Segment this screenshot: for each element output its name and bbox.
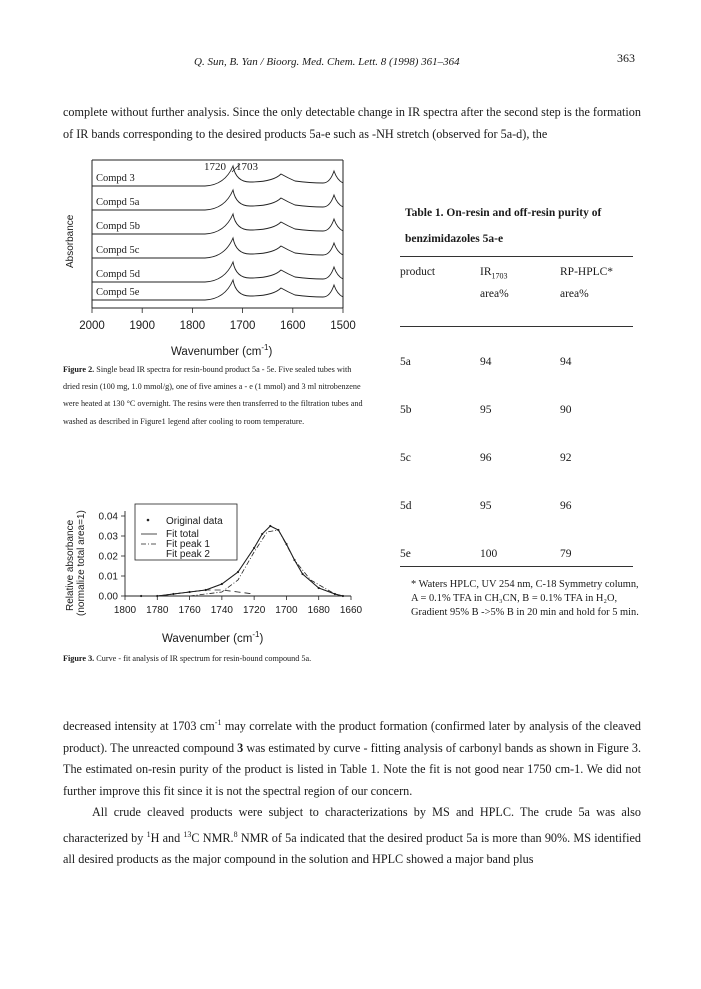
figure-3-y-tick-label: 0.04	[98, 511, 118, 523]
figure-3-x-tick-label: 1760	[178, 605, 201, 616]
row-ir: 96	[480, 452, 492, 464]
legend-original-data: Original data	[166, 516, 223, 527]
page-header	[0, 48, 701, 68]
header-product: product	[400, 266, 436, 278]
figure-3-x-tick-label: 1740	[210, 605, 233, 616]
figure-3-x-tick-label: 1720	[243, 605, 266, 616]
running-head: Q. Sun, B. Yan / Bioorg. Med. Chem. Lett. 8 (1998) 361–364	[194, 56, 460, 68]
table-header-rule	[400, 326, 633, 327]
page-number: 363	[617, 51, 635, 65]
row-hplc: 92	[560, 452, 572, 464]
row-product: 5a	[400, 356, 411, 368]
figure-3-x-tick-label: 1700	[275, 605, 298, 616]
figure-2-trace-label: Compd 5b	[96, 221, 141, 232]
figure-2-trace-label: Compd 5d	[96, 269, 141, 280]
row-product: 5c	[400, 452, 411, 464]
body-text	[63, 712, 641, 871]
figure-2-caption: Figure 2. Single bead IR spectra for resin-bound product 5a - 5e. Five sealed tubes with dried resin (100 mg, 1.0 mmol/g), one of five amines a - e (1 mmol) and 3 ml nitrobenzene were heated at 130 °C overnight. The resins were then transferred to the filtration tubes and washed as described in Figure1 legend after cooling to room temperature.	[63, 365, 363, 426]
figure-3-x-axis-label: Wavenumber $(cm^{-1})$	[162, 630, 264, 645]
row-hplc: 96	[560, 500, 572, 512]
peak-label-1703: 1703	[236, 161, 258, 173]
row-hplc: 90	[560, 404, 572, 416]
figure-2-x-axis-label: Wavenumber $(cm^{-1})$	[171, 343, 273, 358]
intro-paragraph: complete without further analysis. Since the only detectable change in IR spectra after the second step is the formation of IR bands corresponding to the desired products 5a-e such as -NH stretch (observed for 5a-d), the	[63, 105, 641, 141]
figure-2-y-axis-label: Absorbance	[65, 214, 76, 268]
row-hplc: 79	[560, 548, 572, 560]
row-ir: 95	[480, 500, 492, 512]
table-1	[400, 256, 633, 576]
figure-3-y-tick-label: 0.00	[98, 591, 118, 603]
figure-2-x-tick-label: 1800	[179, 320, 206, 332]
peak-label-1720: 1720	[204, 161, 226, 173]
row-product: 5d	[400, 500, 412, 512]
figure-3-y-label-line1: Relative absorbance	[65, 519, 76, 611]
figure-2-trace-label: Compd 3	[96, 173, 135, 184]
row-product: 5e	[400, 548, 411, 560]
legend-fit-peak-2: Fit peak 2	[166, 549, 210, 560]
header-ir: $IR_{1703}$	[480, 266, 508, 281]
figure-3-x-tick-label: 1660	[339, 605, 363, 616]
header-hplc-unit: area%	[560, 288, 589, 300]
table-top-rule	[400, 256, 633, 257]
figure-2-traces	[92, 166, 343, 300]
header-hplc: RP-HPLC*	[560, 266, 614, 278]
figure-2-trace-label: Compd 5c	[96, 245, 140, 256]
figure-3-x-tick-label: 1780	[146, 605, 169, 616]
figure-2-ir-spectra	[55, 150, 365, 350]
figure-2-x-tick-label: 1700	[229, 320, 256, 332]
row-ir: 100	[480, 548, 498, 560]
legend-fit-total: Fit total	[166, 529, 199, 540]
figure-3-y-tick-label: 0.01	[98, 571, 118, 583]
figure-3-legend	[135, 504, 237, 560]
legend-dot-icon	[147, 519, 150, 522]
table-1-title: Table 1. On-resin and off-resin purity of benzimidazoles 5a-e	[405, 207, 602, 245]
row-product: 5b	[400, 404, 412, 416]
figure-3-y-tick-label: 0.03	[98, 531, 118, 543]
figure-3-y-label-line2: (normalize total area=1)	[76, 510, 87, 616]
figure-3-y-tick-label: 0.02	[98, 551, 118, 563]
row-ir: 95	[480, 404, 492, 416]
figure-2-x-ticks	[79, 308, 356, 332]
header-ir-unit: area%	[480, 288, 509, 300]
figure-3-curve-fit	[55, 496, 385, 646]
figure-3-x-tick-label: 1800	[113, 605, 137, 616]
row-ir: 94	[480, 356, 492, 368]
figure-2-x-tick-label: 1900	[129, 320, 155, 332]
figure-3-caption: Figure 3. Curve - fit analysis of IR spectrum for resin-bound compound 5a.	[63, 654, 312, 663]
figure-2-x-tick-label: 1500	[330, 320, 356, 332]
figure-2-trace-label: Compd 5e	[96, 287, 140, 298]
legend-fit-peak-1: Fit peak 1	[166, 539, 210, 550]
table-bottom-rule	[400, 566, 633, 567]
figure-2-x-tick-label: 1600	[280, 320, 306, 332]
figure-2-trace-label: Compd 5a	[96, 197, 140, 208]
row-hplc: 94	[560, 356, 572, 368]
figure-3-x-tick-label: 1680	[307, 605, 330, 616]
paragraph-1: decreased intensity at 1703 $cm^{-1}$ may correlate with the product formation (confirmed later by analysis of the cleaved product). The unreacted compound 3 was estimated by curve - fitting analysis of carbonyl bands as shown in Figure 3. The estimated on-resin purity of the product is listed in Table 1. Note the fit is not good near 1750 cm-1. We did not further improve this fit since it is not the spectral region of our concern.	[63, 718, 641, 798]
figure-2-x-tick-label: 2000	[79, 320, 105, 332]
table-footnote: * Waters HPLC, UV 254 nm, C-18 Symmetry column, A = 0.1% TFA in CH₃CN, B = 0.1% TFA in H₂O, Gradient 95% B ->5% B in 20 min and hold for 5 min.	[411, 579, 639, 618]
paragraph-2: All crude cleaved products were subject to characterizations by MS and HPLC. The crude 5a was also characterized by $^1$H and $^{13}$C NMR.$^8$ NMR of 5a indicated that the desired product 5a is more than 90%. MS identified all desired products as the major compound in the solution and HPLC showed a major band plus	[63, 805, 641, 867]
